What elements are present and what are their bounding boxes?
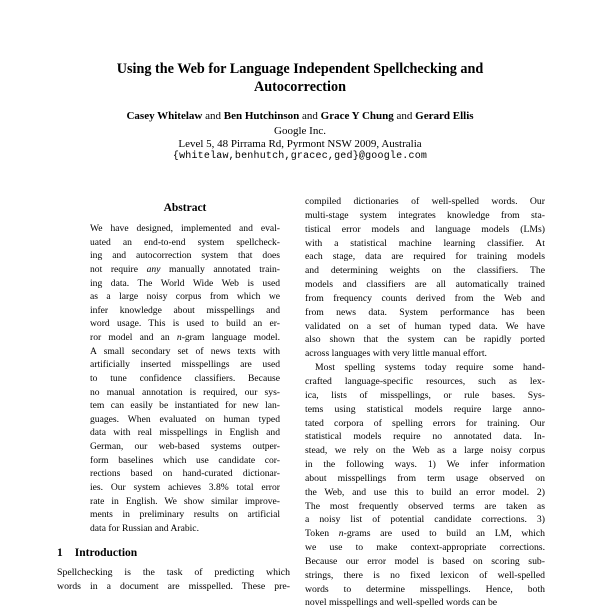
text-line: German, our web-based systems outper- (90, 441, 280, 452)
section-heading-introduction (57, 547, 290, 559)
text-line: also shown that the system can be rapidly ported (305, 334, 545, 346)
text-line: validated on a set of human typed data. We have (305, 320, 545, 332)
text-line: rections based on hand-curated dictionar- (90, 468, 280, 480)
text-line: Because our error model is based on scoring sub- (305, 555, 545, 567)
text-line: with a statistical machine learning classifier. At (305, 237, 545, 249)
text-line: words in a document are misspelled. These pre- (57, 580, 290, 592)
text-line: strings, there is no fixed lexicon of well-spelled (305, 569, 545, 581)
bold-text: Grace Y Chung (320, 110, 394, 122)
text-line: to tune confidence classifiers. Because (90, 372, 280, 384)
authors-line (0, 110, 600, 123)
text-line: from frequency counts derived from the Web and (305, 292, 545, 304)
text-line: data with real misspellings in English and (90, 427, 280, 439)
text-line: form baselines which use candidate cor- (90, 454, 280, 466)
text-line: tem can easily be instantiated for new lan- (90, 400, 280, 412)
text-line: in the following ways. 1) We infer information (305, 459, 545, 471)
text-line: the Web, and use this to build an error model. 2) (305, 486, 545, 498)
text-line: a noisy list of potential candidate corrections. 3) (305, 514, 545, 526)
text-line: ing and autocorrection system that does (90, 250, 280, 262)
text-line: word usage. This is used to build an er- (90, 318, 280, 330)
abstract-text (90, 222, 280, 535)
text-line: uated an end-to-end system spellcheck- (90, 236, 280, 248)
text-line: We have designed, implemented and eval- (90, 223, 280, 234)
bold-text: Gerard Ellis (415, 110, 474, 122)
text-line: infer knowledge about misspellings and (90, 304, 280, 316)
text-line: each stage, data are required for training models (305, 251, 545, 263)
text-line: about misspellings from term usage observed on (305, 472, 545, 484)
address: Level 5, 48 Pirrama Rd, Pyrmont NSW 2009, Australia (178, 138, 422, 150)
text-line: tems using statistical models require large anno- (305, 403, 545, 415)
text-line: words to determine misspellings. Hence, both (305, 583, 545, 595)
text-line: ing data. The World Wide Web is used (90, 277, 280, 289)
paragraph (57, 566, 290, 594)
text-line: multi-stage system integrates knowledge from sta- (305, 209, 545, 221)
text: and (393, 110, 416, 122)
text-line: rate in English. We show similar improve- (90, 495, 280, 507)
bold-text: Casey Whitelaw (126, 110, 203, 122)
text-line: models and classifiers are all automatically trained (305, 279, 545, 291)
text-line: novel misspellings and well-spelled words can be (305, 597, 498, 609)
paper-title: Using the Web for Language Independent Spellchecking and Autocorrection (116, 61, 484, 95)
text-line: tated corpora of spelling errors for training. Our (305, 417, 545, 429)
text: and (202, 110, 224, 122)
text-line: and determining weights on the classifiers. The (305, 265, 545, 277)
text-line: compiled dictionaries of well-spelled words. Our (305, 196, 545, 207)
paragraph (305, 361, 545, 610)
text-line: ica, lists of misspellings, or rule bases. Sys- (305, 389, 545, 401)
text: and (299, 110, 321, 122)
text-line: Spellchecking is the task of predicting which (57, 567, 290, 578)
text-line: guages. When evaluated on human typed (90, 413, 280, 425)
affiliation: Google Inc. (274, 125, 326, 137)
bold-text: Ben Hutchinson (223, 110, 300, 122)
text-line: statistical models require no annotated data. In- (305, 431, 545, 443)
text-line: stead, we rely on the Web as a large noisy corpus (305, 445, 545, 457)
section-number: 1 (57, 547, 63, 559)
text-line: Token n-grams are used to build an LM, which (305, 528, 545, 540)
email-line: {whitelaw,benhutch,gracec,ged}@google.com (172, 150, 428, 162)
text-line: from news data. System performance has been (305, 306, 545, 318)
text-line: ies. Our system achieves 3.8% total error (90, 481, 280, 493)
section-title: Introduction (74, 547, 138, 559)
italic-text: any (146, 263, 161, 275)
right-column-text (305, 195, 545, 609)
text-line: data for Russian and Arabic. (90, 522, 199, 534)
text-line: ror model and an n-gram language model. (90, 332, 281, 343)
text-line: as a large noisy corpus from which we (90, 291, 280, 303)
text-line: crafted language-specific resources, such as lex- (305, 375, 545, 387)
text-line: Most spelling systems today require some hand- (315, 362, 545, 374)
text-line: not require any manually annotated train- (90, 263, 280, 275)
text-line: tistical error models and language models (LMs) (305, 223, 545, 235)
text-line: A small secondary set of news texts with (90, 345, 280, 357)
italic-text: n (338, 528, 344, 540)
text-line: we use to make context-appropriate corrections. (305, 542, 545, 554)
paragraph (90, 222, 280, 535)
italic-text: n (176, 332, 182, 343)
text-line: across languages with very little manual effort. (305, 348, 487, 360)
text-line: no manual annotation is required, our sys- (90, 386, 280, 398)
text-line: ments in preliminary results on artificial (90, 509, 280, 521)
paragraph (305, 195, 545, 361)
introduction-text (57, 566, 290, 594)
abstract-heading: Abstract (163, 202, 207, 214)
text-line: artificially inserted misspellings are used (90, 359, 280, 371)
text-line: The most frequently observed terms are taken as (305, 500, 545, 512)
